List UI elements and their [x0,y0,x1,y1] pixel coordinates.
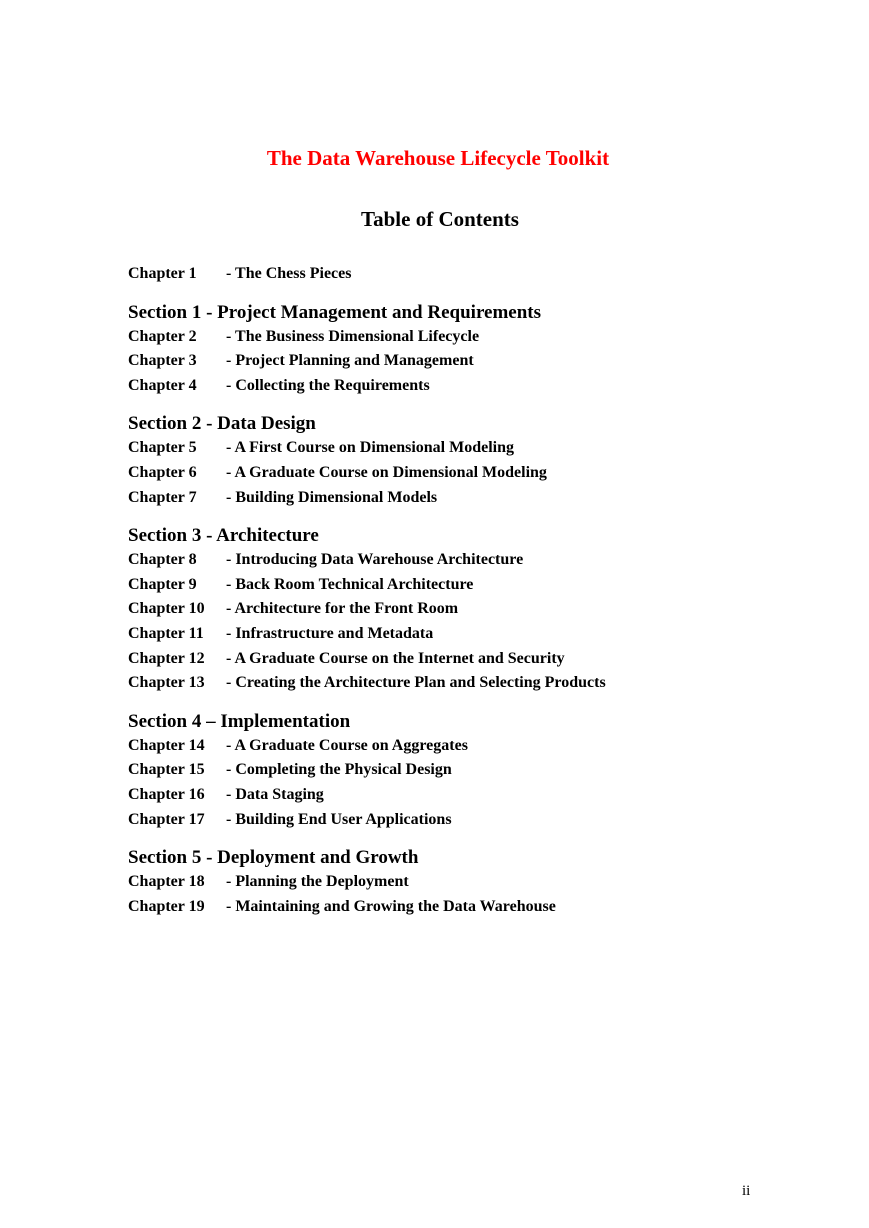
chapter-number: Chapter 11 [128,624,204,642]
book-title: The Data Warehouse Lifecycle Toolkit [266,146,610,170]
chapter-title: - Back Room Technical Architecture [226,575,474,593]
chapter-number: Chapter 2 [128,327,197,345]
chapter-entry [128,486,828,511]
chapter-title: - A Graduate Course on Dimensional Modeling [226,463,547,481]
toc-group [128,846,828,919]
page-number: ii [742,1183,751,1199]
chapter-entry [128,548,828,573]
chapter-number: Chapter 10 [128,600,205,618]
chapter-title: - Infrastructure and Metadata [226,624,434,642]
toc-group [128,524,828,696]
chapter-title: - Completing the Physical Design [226,761,452,779]
chapter-number: Chapter 8 [128,551,197,569]
chapter-number: Chapter 14 [128,736,205,754]
section-heading: Section 5 - Deployment and Growth [128,847,419,869]
chapter-number: Chapter 17 [128,810,205,828]
chapter-number: Chapter 12 [128,649,205,667]
chapter-title: - Maintaining and Growing the Data Warehouse [226,897,556,915]
section-heading: Section 3 - Architecture [128,525,319,547]
toc-group [128,412,828,510]
chapter-number: Chapter 19 [128,897,205,915]
chapter-title: - Introducing Data Warehouse Architecture [226,551,524,569]
chapter-number: Chapter 3 [128,352,197,370]
chapter-title: - A Graduate Course on Aggregates [226,736,468,754]
chapter-title: - Collecting the Requirements [226,376,430,394]
toc-group [128,301,828,399]
chapter-title: - Project Planning and Management [226,352,474,370]
chapter-title: - A First Course on Dimensional Modeling [226,439,515,457]
chapter-number: Chapter 16 [128,785,205,803]
chapter-entry [128,461,828,486]
chapter-entry [128,374,828,399]
chapter-entry [128,647,828,672]
chapter-entry [128,895,828,920]
toc-group [128,262,828,287]
chapter-entry [128,622,828,647]
chapter-number: Chapter 9 [128,575,197,593]
chapter-entry [128,262,828,287]
chapter-entry [128,325,828,350]
section-heading: Section 2 - Data Design [128,413,316,435]
chapter-entry [128,870,828,895]
chapter-entry [128,436,828,461]
chapter-number: Chapter 13 [128,674,205,692]
chapter-title: - Architecture for the Front Room [226,600,459,618]
chapter-entry [128,808,828,833]
chapter-entry [128,349,828,374]
toc-group [128,710,828,832]
chapter-title: - The Business Dimensional Lifecycle [226,327,480,345]
chapter-entry [128,671,828,696]
toc-heading: Table of Contents [361,207,519,231]
section-heading: Section 4 – Implementation [128,710,351,732]
chapter-title: - Building End User Applications [226,810,452,828]
chapter-title: - A Graduate Course on the Internet and Security [226,649,565,667]
chapter-entry [128,758,828,783]
chapter-entry [128,597,828,622]
section-heading: Section 1 - Project Management and Requirements [128,301,542,323]
table-of-contents [128,262,828,919]
chapter-title: - Creating the Architecture Plan and Selecting Products [226,674,606,692]
chapter-title: - Planning the Deployment [226,873,409,891]
chapter-entry [128,573,828,598]
chapter-number: Chapter 4 [128,376,197,394]
chapter-number: Chapter 6 [128,463,197,481]
chapter-title: - The Chess Pieces [226,265,352,282]
chapter-number: Chapter 7 [128,488,197,506]
chapter-title: - Data Staging [226,785,324,803]
chapter-number: Chapter 1 [128,265,197,282]
chapter-number: Chapter 5 [128,439,197,457]
chapter-entry [128,783,828,808]
chapter-title: - Building Dimensional Models [226,488,438,506]
chapter-entry [128,734,828,759]
chapter-number: Chapter 18 [128,873,205,891]
chapter-number: Chapter 15 [128,761,205,779]
